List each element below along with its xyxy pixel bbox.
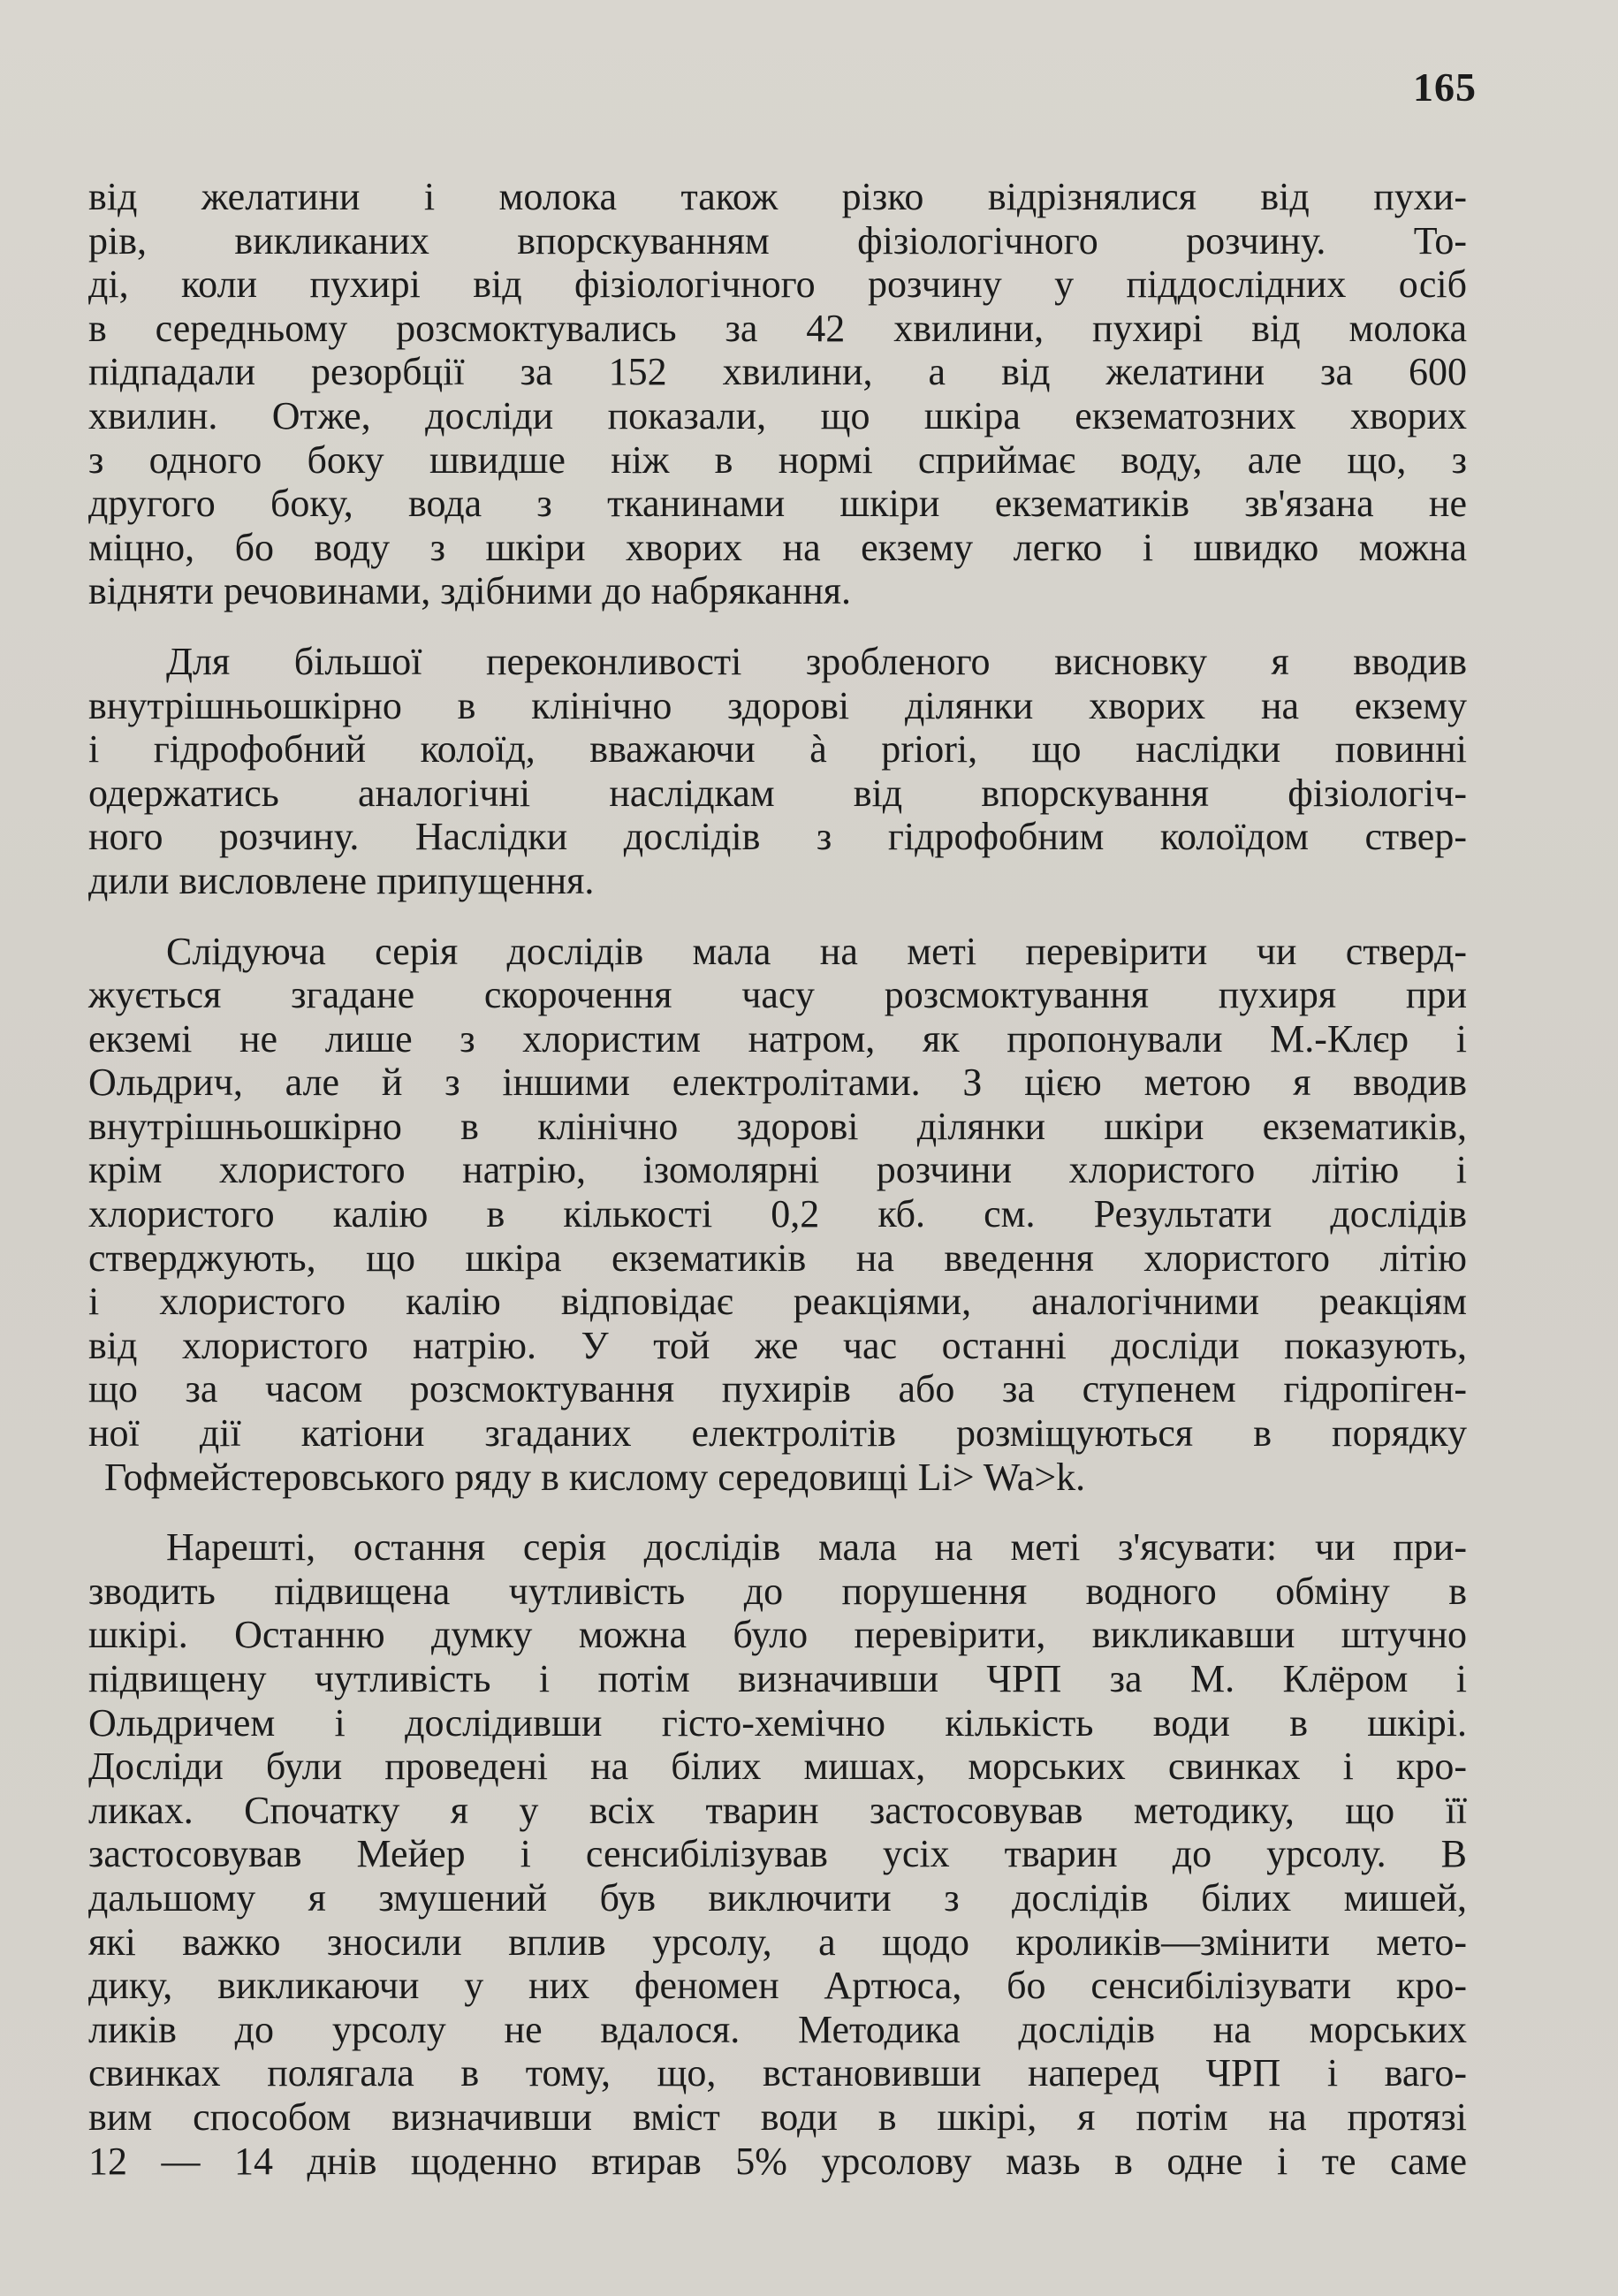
- text-line: Гофмейстеровського ряду в кислому середовищі Li> Wa>k.: [104, 1455, 1086, 1499]
- paragraph-3: [88, 930, 1467, 1500]
- text-line: Досліди були проведені на білих мишах, морських свинках і кро-: [88, 1745, 1467, 1789]
- text-line: відняти речовинами, здібними до набрякання.: [88, 569, 852, 613]
- text-line: які важко зносили вплив урсолу, а щодо кроликів—змінити мето-: [88, 1920, 1467, 1964]
- text-line: другого боку, вода з тканинами шкіри екзематиків зв'язана не: [88, 482, 1467, 526]
- paragraph-2: [88, 640, 1467, 903]
- text-line: підпадали резорбції за 152 хвилини, а від желатини за 600: [88, 350, 1467, 394]
- text-line: міцно, бо воду з шкіри хворих на екзему легко і швидко можна: [88, 525, 1467, 569]
- paragraph-4: [88, 1525, 1467, 2183]
- text-line: Слідуюча серія дослідів мала на меті перевірити чи стверд-: [166, 929, 1467, 973]
- text-line: що за часом розсмоктування пухирів або за ступенем гідропіген-: [88, 1367, 1467, 1411]
- text-line: Нарешті, остання серія дослідів мала на меті з'ясувати: чи при-: [166, 1525, 1467, 1570]
- paragraph-1: [88, 175, 1467, 613]
- text-line: від желатини і молока також різко відрізнялися від пухи-: [88, 175, 1467, 218]
- text-line: Для більшої переконливості зробленого висновку я вводив: [166, 639, 1467, 683]
- text-line: хвилин. Отже, досліди показали, що шкіра екзематозних хворих: [88, 393, 1467, 437]
- text-line: ді, коли пухирі від фізіологічного розчину у піддослідних осіб: [88, 262, 1467, 307]
- text-line: ликах. Спочатку я у всіх тварин застосовував методику, що її: [88, 1788, 1467, 1832]
- text-line: ного розчину. Наслідки дослідів з гідрофобним колоїдом ствер-: [88, 815, 1467, 859]
- text-line: екземі не лише з хлористим натром, як пропонували М.-Клєр і: [88, 1016, 1467, 1061]
- text-line: внутрішньошкірно в клінічно здорові ділянки шкіри екзематиків,: [88, 1104, 1467, 1148]
- text-line: і гідрофобний колоїд, вважаючи à priori, що наслідки повинні: [88, 727, 1467, 772]
- text-line: Ольдрич, але й з іншими електролітами. З цією метою я вводив: [88, 1061, 1467, 1105]
- text-line: рів, викликаних впорскуванням фізіологічного розчину. То-: [88, 218, 1467, 262]
- text-line: і хлористого калію відповідає реакціями, аналогічними реакціям: [88, 1280, 1467, 1324]
- page-number: 165: [1413, 65, 1477, 110]
- body-text: [88, 175, 1467, 2183]
- text-line: внутрішньошкірно в клінічно здорові ділянки хворих на екзему: [88, 683, 1467, 727]
- text-line: вим способом визначивши вміст води в шкірі, я потім на протязі: [88, 2095, 1467, 2139]
- text-line: крім хлористого натрію, ізомолярні розчини хлористого літію і: [88, 1148, 1467, 1192]
- text-line: шкірі. Останню думку можна було перевірити, викликавши штучно: [88, 1613, 1467, 1657]
- text-line: від хлористого натрію. У той же час останні досліди показують,: [88, 1323, 1467, 1367]
- text-line: дальшому я змушений був виключити з дослідів білих мишей,: [88, 1875, 1467, 1920]
- text-line: дили висловлене припущення.: [88, 858, 595, 902]
- text-line: стверджують, що шкіра екзематиків на введення хлористого літію: [88, 1235, 1467, 1280]
- text-line: ликів до урсолу не вдалося. Методика дослідів на морських: [88, 2007, 1467, 2051]
- text-line: Ольдричем і дослідивши гісто-хемічно кількість води в шкірі.: [88, 1700, 1467, 1745]
- text-line: одержатись аналогічні наслідкам від впорскування фізіологіч-: [88, 771, 1467, 815]
- text-line: ної дії катіони згаданих електролітів розміщуються в порядку: [88, 1411, 1467, 1456]
- text-line: 12 — 14 днів щоденно втирав 5% урсолову мазь в одне і те саме: [88, 2139, 1467, 2183]
- text-line: хлористого калію в кількості 0,2 кб. см. Результати дослідів: [88, 1192, 1467, 1236]
- text-line: застосовував Мейер і сенсибілізував усіх тварин до урсолу. В: [88, 1832, 1467, 1876]
- text-line: дику, викликаючи у них феномен Артюса, бо сенсибілізувати кро-: [88, 1964, 1467, 2008]
- text-line: свинках полягала в тому, що, встановивши наперед ЧРП і ваго-: [88, 2051, 1467, 2095]
- text-line: в середньому розсмоктувались за 42 хвилини, пухирі від молока: [88, 306, 1467, 350]
- text-line: підвищену чутливість і потім визначивши ЧРП за М. Клёром і: [88, 1657, 1467, 1700]
- text-line: зводить підвищена чутливість до порушення водного обміну в: [88, 1569, 1467, 1613]
- text-line: з одного боку швидше ніж в нормі сприймає воду, але що, з: [88, 437, 1467, 482]
- text-line: жується згадане скорочення часу розсмоктування пухиря при: [88, 973, 1467, 1017]
